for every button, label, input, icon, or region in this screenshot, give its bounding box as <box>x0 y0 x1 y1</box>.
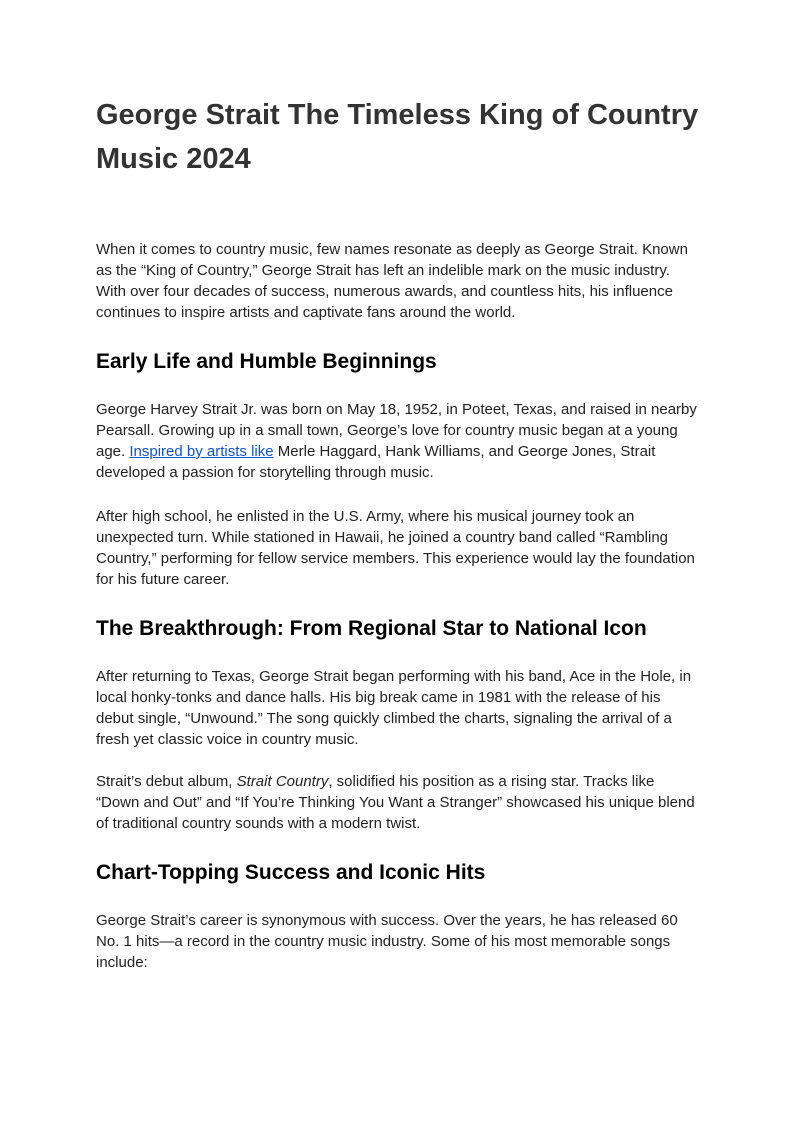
early-life-text-2: Merle Haggard, Hank Williams, and George Jones, Strait developed a passion for storytelling through music. <box>96 443 656 481</box>
breakthrough-paragraph-1: After returning to Texas, George Strait began performing with his band, Ace in the Hole, in local honky-tonks and dance halls. His big break came in 1981 with the release of his debut single, “Unwound.” The song quickly climbed the charts, signaling the arrival of a fresh yet classic voice in country music. <box>96 668 692 748</box>
album-title: Strait Country <box>236 773 329 790</box>
breakthrough-text-1: Strait’s debut album, <box>96 773 237 790</box>
breakthrough-text-2: , solidified his position as a rising star. Tracks like “Down and Out” and “If You’re Thinking You Want a Stranger” showcased his unique blend of traditional country sounds with a modern twist. <box>96 773 695 832</box>
early-life-text-1: George Harvey Strait Jr. was born on May 18, 1952, in Poteet, Texas, and raised in nearby Pearsall. Growing up in a small town, George’s love for country music began at a young age. <box>96 401 697 460</box>
chart-topping-paragraph: George Strait’s career is synonymous with success. Over the years, he has released 60 No. 1 hits—a record in the country music industry. Some of his most memorable songs include: <box>96 912 678 971</box>
intro-paragraph: When it comes to country music, few names resonate as deeply as George Strait. Known as the “King of Country,” George Strait has left an indelible mark on the music industry. With over four decades of success, numerous awards, and countless hits, his influence continues to inspire artists and captivate fans around the world. <box>96 241 688 321</box>
section-heading-early-life: Early Life and Humble Beginnings <box>96 350 437 373</box>
early-life-paragraph-2: After high school, he enlisted in the U.S. Army, where his musical journey took an unexpected turn. While stationed in Hawaii, he joined a country band called “Rambling Country,” performing for fellow service members. This experience would lay the foundation for his future career. <box>96 508 695 588</box>
breakthrough-paragraph-2 <box>96 771 700 834</box>
early-life-paragraph-1 <box>96 399 700 483</box>
section-heading-chart-topping: Chart-Topping Success and Iconic Hits <box>96 861 486 884</box>
article-title: George Strait The Timeless King of Country Music 2024 <box>96 99 699 175</box>
section-heading-breakthrough: The Breakthrough: From Regional Star to National Icon <box>96 617 647 640</box>
inspired-by-artists-link[interactable]: Inspired by artists like <box>129 443 274 460</box>
